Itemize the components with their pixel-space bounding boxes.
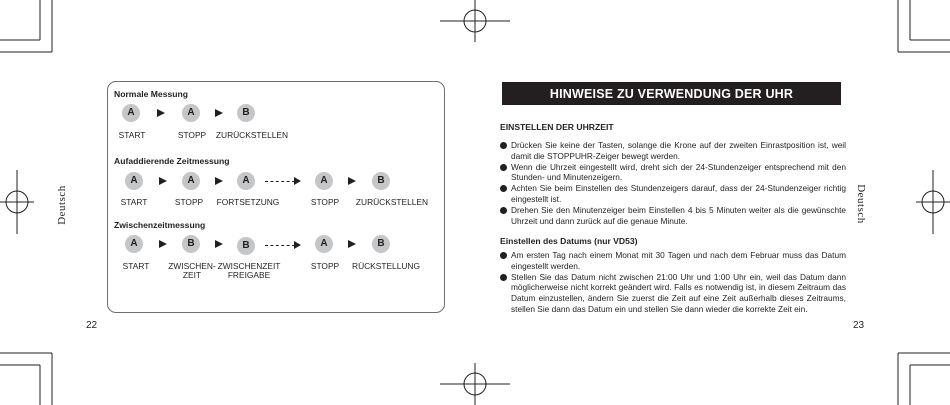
list-item [500,162,846,184]
step-label: STOPP [310,261,340,271]
button-b-badge: B [237,237,255,255]
button-a-badge: A [125,172,143,190]
arrow-right-icon [215,177,223,185]
list-item [500,183,846,205]
list-item-text: Achten Sie beim Einstellen des Stundenzeigers darauf, dass der 24-Stundenzeiger richtig eingestellt ist. [511,183,846,204]
bullet-icon [500,274,507,281]
arrow-right-icon [157,109,165,117]
step-label: ZWISCHEN- ZEIT [168,261,216,280]
section-title-normal: Normale Messung [114,89,189,99]
dashed-arrow [265,181,295,182]
side-label-right: Deutsch [855,184,867,224]
bullet-icon [500,164,507,171]
list-item-text: Drücken Sie keine der Tasten, solange die Krone auf der zweiten Einrastposition ist, weil damit die STOPPUHR-Zeiger bewegt werden. [511,140,846,161]
arrow-right-icon [215,109,223,117]
page-number-right: 23 [853,320,865,331]
bullet-icon [500,185,507,192]
arrow-right-icon [159,240,167,248]
button-b-badge: B [182,235,200,253]
arrow-right-icon [159,177,167,185]
button-b-badge: B [372,172,390,190]
date-setting-list [500,250,846,315]
button-a-badge: A [237,172,255,190]
list-item [500,250,846,272]
page-number-left: 22 [86,320,98,331]
step-label: START [118,130,146,140]
list-item-text: Drehen Sie den Minutenzeiger beim Einstellen 4 bis 5 Minuten weiter als die gewünschte Uhrzeit und dann zurück auf die genaue Minute. [511,204,846,226]
page-heading-text: HINWEISE ZU VERWENDUNG DER UHR [549,87,794,101]
list-item-text: Am ersten Tag nach einem Monat mit 30 Tagen und nach dem Februar muss das Datum eingestellt werden. [511,250,846,271]
button-a-badge: A [315,235,333,253]
section-title-date: Einstellen des Datums (nur VD53) [500,236,638,246]
dashed-arrow-head-icon [294,177,301,185]
bullet-icon [500,142,507,149]
button-a-badge: A [182,172,200,190]
step-label: RÜCKSTELLUNG [352,261,420,271]
button-a-badge: A [182,104,200,122]
arrow-right-icon [348,240,356,248]
step-label: START [120,197,148,207]
arrow-right-icon [348,177,356,185]
section-title-cumulative: Aufaddierende Zeitmessung [114,156,230,166]
list-item [500,272,846,315]
section-title-time: EINSTELLEN DER UHRZEIT [500,122,614,132]
step-label: ZURÜCKSTELLEN [215,130,289,140]
step-label: START [122,261,150,271]
button-a-badge: A [315,172,333,190]
button-a-badge: A [125,235,143,253]
list-item-text: Wenn die Uhrzeit eingestellt wird, dreht sich der 24-Stundenzeiger entsprechend mit den Stunden- und Minutenzeigern. [511,161,846,183]
step-label: STOPP [174,197,204,207]
step-label: STOPP [177,130,207,140]
side-label-left: Deutsch [56,185,68,225]
time-setting-list [500,140,846,226]
list-item [500,205,846,227]
step-label: ZWISCHENZEIT FREIGABE [217,261,281,280]
page-heading [502,82,841,105]
button-b-badge: B [237,104,255,122]
dashed-arrow-head-icon [294,241,301,249]
bullet-icon [500,207,507,214]
list-item [500,140,846,162]
list-item-text: Stellen Sie das Datum nicht zwischen 21:00 Uhr und 1:00 Uhr ein, weil das Datum dann möglicherweise nicht korrekt geändert wird. Falls es notwendig ist, in diesem Zeitraum das Datum einzustellen, ändern Sie zuerst die Zeit auf eine Zeit außerhalb dieses Zeitraums, stellen Sie dann das Datum ein und stellen Sie dann wieder die korrekte Zeit ein. [511,271,846,314]
step-label: FORTSETZUNG [216,197,280,207]
step-label: STOPP [310,197,340,207]
step-label: ZURÜCKSTELLEN [355,197,429,207]
button-a-badge: A [122,104,140,122]
section-title-split: Zwischenzeitmessung [114,220,206,230]
dashed-arrow [265,245,295,246]
bullet-icon [500,252,507,259]
button-b-badge: B [372,235,390,253]
arrow-right-icon [215,240,223,248]
